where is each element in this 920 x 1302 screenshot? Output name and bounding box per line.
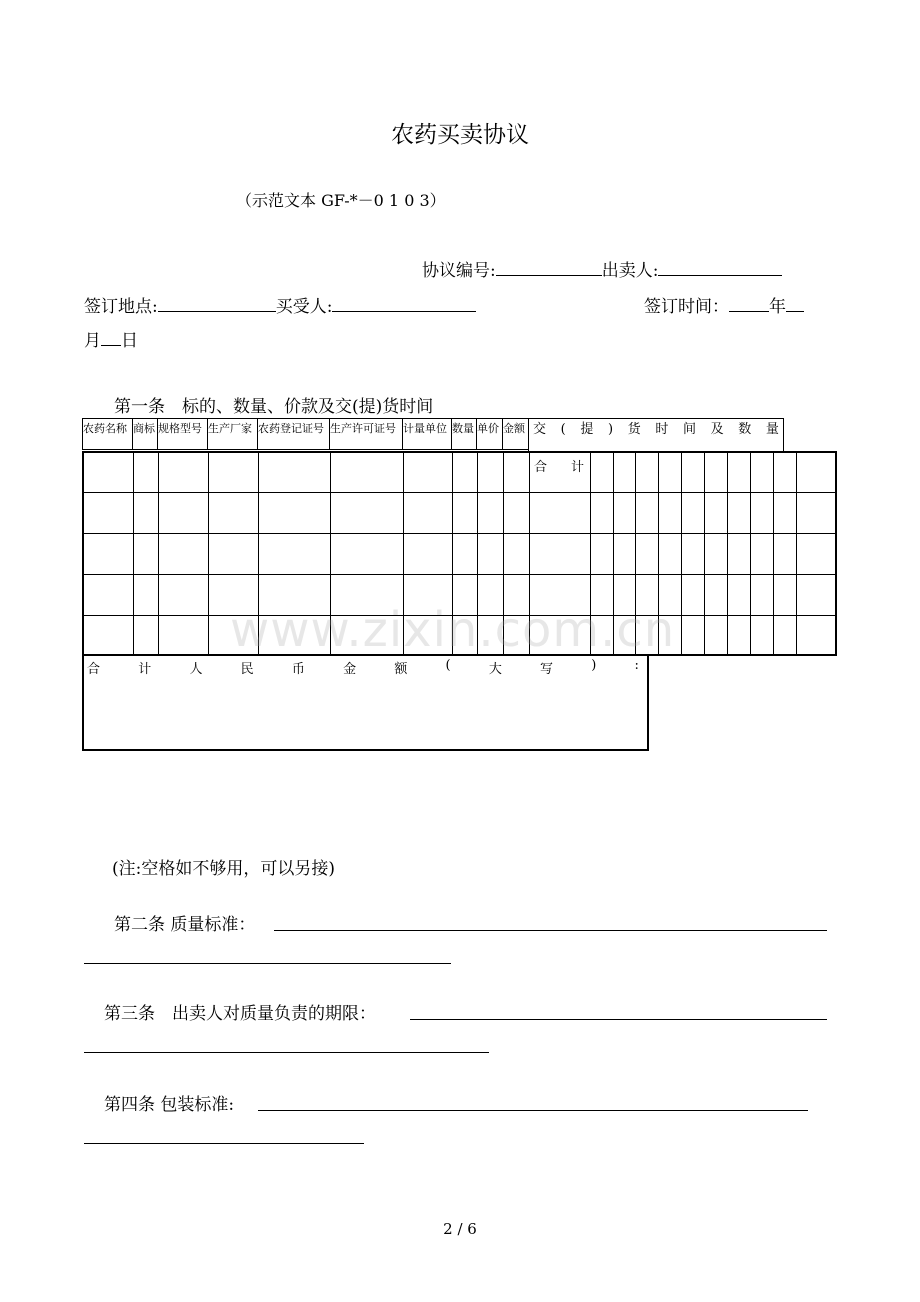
delivery-char: (	[560, 422, 566, 437]
header-manufacturer: 生产厂家	[207, 418, 258, 450]
header-unit-price: 单价	[476, 418, 503, 450]
delivery-char: 货	[627, 422, 641, 437]
agreement-header-line-1	[422, 256, 782, 281]
document-subtitle: （示范文本 GF-*－0 1 0 3）	[236, 191, 446, 210]
total-char: 币	[291, 662, 305, 677]
agreement-header-line-2	[84, 292, 476, 317]
delivery-char: 间	[682, 422, 696, 437]
total-amount-label	[87, 658, 639, 677]
article-3-blank-line-1[interactable]	[410, 1019, 827, 1020]
subtotal-char: 合	[534, 460, 548, 475]
subtotal-char: 计	[570, 460, 584, 475]
article-2-label: 第二条 质量标准：	[114, 915, 256, 935]
subtotal-label	[534, 456, 584, 475]
total-char: 人	[189, 662, 203, 677]
sign-time-line	[644, 292, 804, 317]
total-char: 大	[488, 662, 502, 677]
header-trademark: 商标	[132, 418, 158, 450]
agreement-no-blank[interactable]	[496, 257, 602, 276]
delivery-char: 交	[533, 422, 547, 437]
total-char: 合	[87, 662, 101, 677]
total-char: 额	[394, 662, 408, 677]
buyer-label: 买受人:	[275, 297, 333, 317]
table-note: (注:空格如不够用，可以另接)	[112, 859, 335, 879]
agreement-no-label: 协议编号:	[422, 261, 496, 281]
table-column-line	[681, 453, 682, 654]
table-column-line	[704, 453, 705, 654]
header-quantity: 数量	[451, 418, 477, 450]
total-char: 民	[240, 662, 254, 677]
total-char: )	[591, 658, 597, 673]
sign-date-line	[84, 326, 138, 351]
total-char: :	[634, 658, 639, 673]
table-column-line	[208, 453, 209, 654]
year-blank[interactable]	[729, 293, 769, 312]
table-column-line	[133, 453, 134, 654]
delivery-char: 时	[655, 422, 669, 437]
article-3-label: 第三条 出卖人对质量负责的期限：	[104, 1004, 376, 1024]
total-char: (	[445, 658, 451, 673]
month-blank[interactable]	[786, 293, 804, 312]
seller-label: 出卖人:	[601, 261, 659, 281]
header-delivery-time-and-quantity	[528, 418, 784, 452]
article-1-heading: 第一条 标的、数量、价款及交(提)货时间	[114, 397, 434, 417]
page-number: 2 / 6	[443, 1220, 477, 1238]
delivery-char: 提	[580, 422, 594, 437]
header-license-no: 生产许可证号	[329, 418, 403, 450]
seller-blank[interactable]	[658, 257, 782, 276]
article-3-blank-line-2[interactable]	[84, 1052, 489, 1053]
day-label: 日	[121, 331, 138, 351]
delivery-char: 数	[738, 422, 752, 437]
article-4-blank-line-2[interactable]	[84, 1143, 364, 1144]
sign-time-label: 签订时间：	[644, 297, 729, 317]
table-row-line	[84, 492, 835, 493]
table-column-line	[727, 453, 728, 654]
total-amount-box[interactable]	[82, 654, 649, 751]
document-title: 农药买卖协议	[391, 122, 529, 148]
delivery-char: 及	[710, 422, 724, 437]
header-amount: 金额	[502, 418, 529, 450]
table-row-line	[84, 574, 835, 575]
total-char: 金	[343, 662, 357, 677]
table-column-line	[158, 453, 159, 654]
article-4-label: 第四条 包装标准:	[104, 1095, 235, 1115]
table-column-line	[796, 453, 797, 654]
article-4-blank-line-1[interactable]	[258, 1110, 808, 1111]
delivery-char: 量	[765, 422, 779, 437]
table-row-line	[84, 533, 835, 534]
total-char: 写	[540, 662, 554, 677]
watermark: www.zixin.com.cn	[230, 602, 676, 658]
table-column-line	[773, 453, 774, 654]
month-label: 月	[84, 331, 101, 351]
delivery-char: )	[607, 422, 614, 437]
buyer-blank[interactable]	[332, 293, 476, 312]
header-unit: 计量单位	[402, 418, 452, 450]
article-2-blank-line-2[interactable]	[84, 963, 451, 964]
header-pesticide-name: 农药名称	[82, 418, 133, 450]
day-blank[interactable]	[101, 327, 121, 346]
year-label: 年	[769, 297, 786, 317]
table-column-line	[750, 453, 751, 654]
sign-place-label: 签订地点:	[84, 297, 158, 317]
header-spec-model: 规格型号	[157, 418, 208, 450]
total-char: 计	[138, 662, 152, 677]
article-2-blank-line-1[interactable]	[274, 930, 827, 931]
header-registration-no: 农药登记证号	[257, 418, 330, 450]
sign-place-blank[interactable]	[158, 293, 276, 312]
